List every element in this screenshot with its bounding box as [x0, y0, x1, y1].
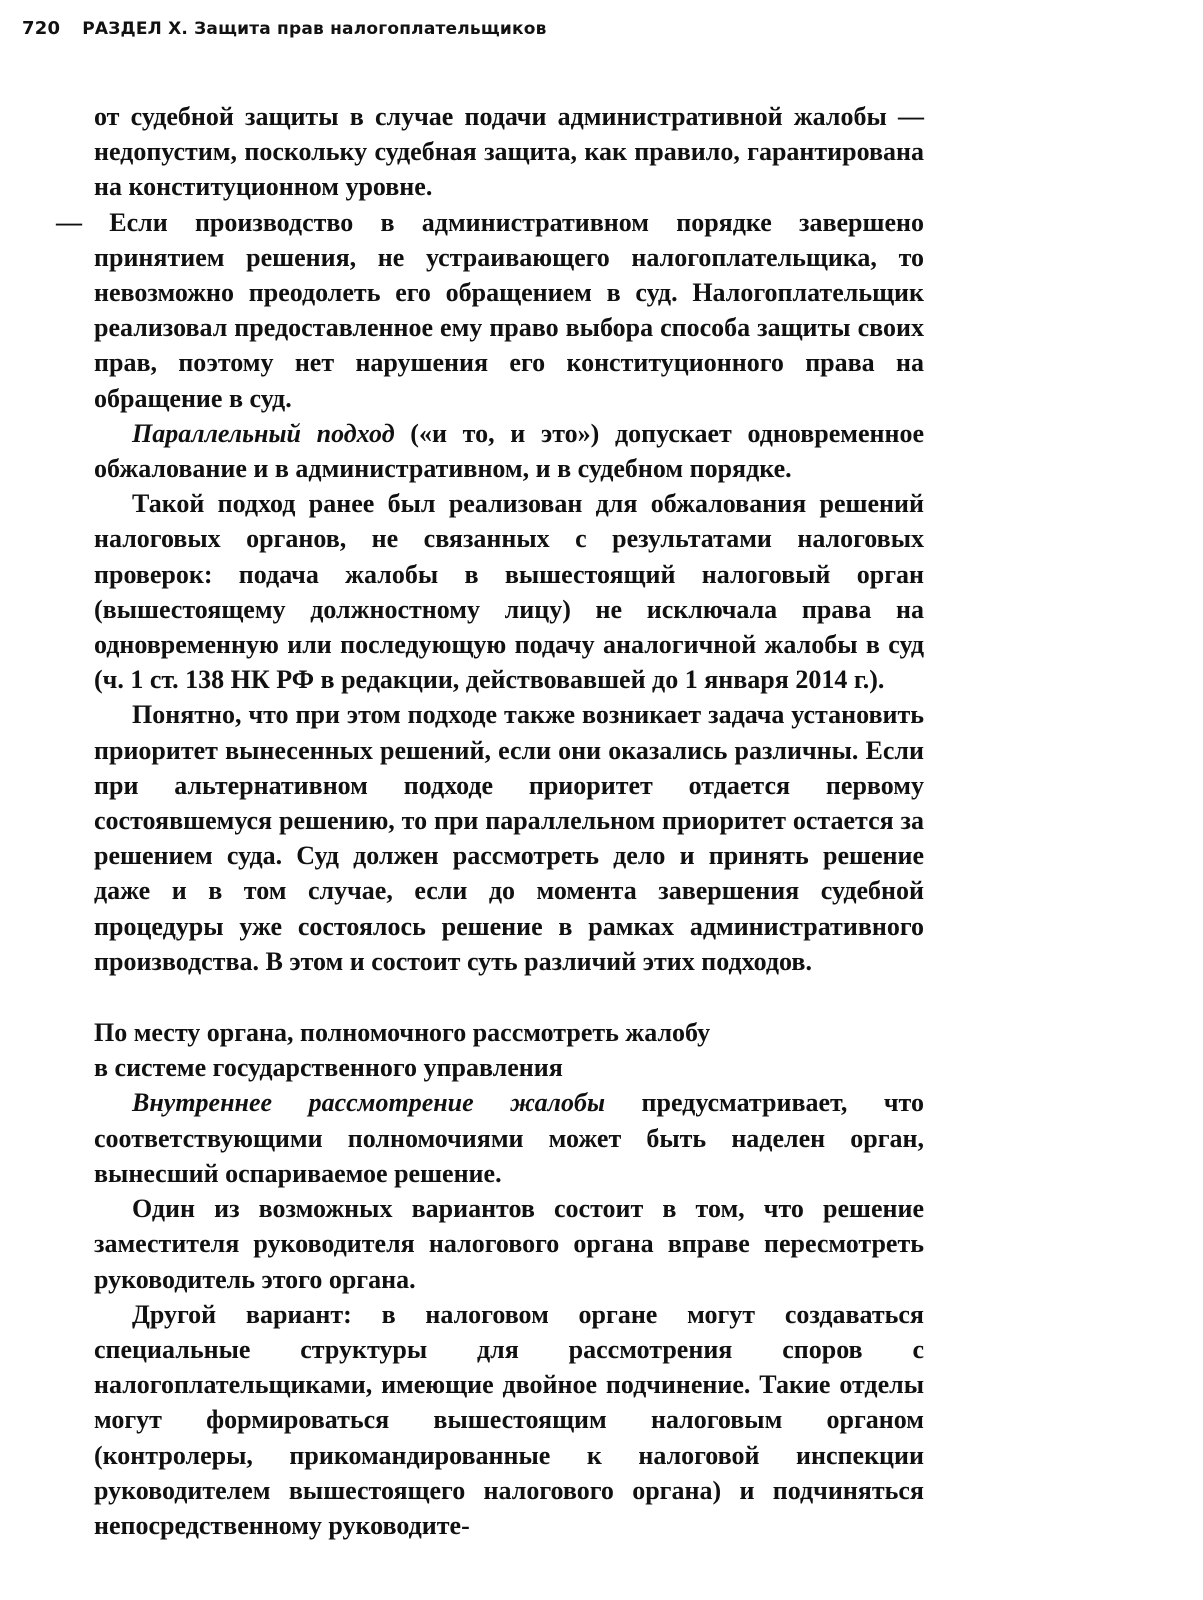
italic-term: Параллельный подход — [132, 418, 395, 448]
dash-list-item: — Если производство в административном порядке завершено принятием решения, не устраивающего налогоплательщика, то невозможно преодолеть его обращением в суд. Налогоплательщик реализовал предоставленное ему право выбора способа защиты своих прав, поэтому нет нарушения его конституционного права на обращение в суд. — [56, 207, 924, 413]
paragraph-internal-review — [94, 1085, 924, 1191]
running-title: РАЗДЕЛ X. Защита прав налогоплательщиков — [82, 19, 547, 39]
page-number: 720 — [22, 18, 61, 39]
paragraph-parallel-approach — [94, 416, 924, 486]
paragraph-text: предусматривает, что соответствующими полномочиями может быть наделен орган, вынесший оспариваемое решение. — [94, 1088, 924, 1188]
paragraph: Другой вариант: в налоговом органе могут создаваться специальные структуры для рассмотрения споров с налогоплательщиками, имеющие двойное подчинение. Такие отделы могут формироваться вышестоящим налоговым органом (контролеры, прикомандированные к налоговой инспекции руководителем вышестоящего налогового органа) и подчиняться непосредственному руководите- — [94, 1299, 924, 1540]
paragraph-continuation: от судебной защиты в случае подачи административной жалобы — недопустим, поскольку судебная защита, как правило, гарантирована на конституционном уровне. — [94, 102, 924, 202]
paragraph: Такой подход ранее был реализован для обжалования решений налоговых органов, не связанных с результатами налоговых проверок: подача жалобы в вышестоящий налоговый орган (вышестоящему должностному лицу) не исключала права на одновременную или последующую подачу аналогичной жалобы в суд (ч. 1 ст. 138 НК РФ в редакции, действовавшей до 1 января 2014 г.). — [94, 489, 924, 695]
paragraph: Один из возможных вариантов состоит в том, что решение заместителя руководителя налогового органа вправе пересмотреть руководитель этого органа. — [94, 1194, 924, 1294]
paragraph: Понятно, что при этом подходе также возникает задача установить приоритет вынесенных решений, если они оказались различны. Если при альтернативном подходе приоритет отдается первому состоявшемуся решению, то при параллельном приоритет остается за решением суда. Суд должен рассмотреть дело и принять решение даже и в том случае, если до момента завершения судебной процедуры уже состоялось решение в рамках административного производства. В этом и состоит суть различий этих подходов. — [94, 700, 924, 976]
italic-term: Внутреннее рассмотрение жалобы — [132, 1088, 605, 1118]
running-header — [22, 18, 1122, 39]
subheading-line: По месту органа, полномочного рассмотреть жалобу — [94, 1018, 711, 1048]
subheading-line: в системе государственного управления — [94, 1053, 563, 1083]
subheading — [94, 1015, 924, 1085]
paragraph-text: («и то, и это») допускает одновременное обжалование и в административном, и в судебном порядке. — [94, 418, 924, 484]
body-text — [56, 99, 924, 1543]
